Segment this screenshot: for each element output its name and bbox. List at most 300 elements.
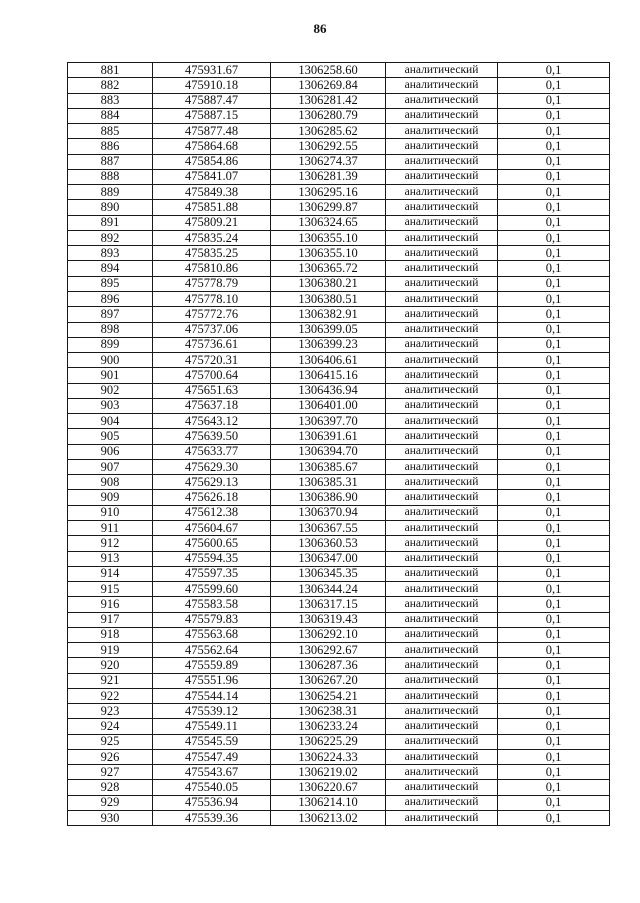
x-coordinate-cell: 475599.60 [153,582,271,597]
point-number-cell: 914 [68,566,153,581]
accuracy-cell: 0,1 [498,276,610,291]
table-row [68,169,610,184]
table-row [68,582,610,597]
method-cell: аналитический [386,124,498,139]
y-coordinate-cell: 1306365.72 [271,261,386,276]
accuracy-cell: 0,1 [498,383,610,398]
method-cell: аналитический [386,215,498,230]
point-number-cell: 928 [68,780,153,795]
accuracy-cell: 0,1 [498,230,610,245]
y-coordinate-cell: 1306219.02 [271,765,386,780]
x-coordinate-cell: 475545.59 [153,734,271,749]
y-coordinate-cell: 1306385.31 [271,475,386,490]
y-coordinate-cell: 1306345.35 [271,566,386,581]
table-row [68,704,610,719]
table-row [68,368,610,383]
y-coordinate-cell: 1306214.10 [271,795,386,810]
table-row [68,811,610,826]
point-number-cell: 891 [68,215,153,230]
x-coordinate-cell: 475778.10 [153,291,271,306]
accuracy-cell: 0,1 [498,139,610,154]
x-coordinate-cell: 475594.35 [153,551,271,566]
point-number-cell: 910 [68,505,153,520]
accuracy-cell: 0,1 [498,520,610,535]
point-number-cell: 899 [68,337,153,352]
point-number-cell: 898 [68,322,153,337]
method-cell: аналитический [386,627,498,642]
accuracy-cell: 0,1 [498,459,610,474]
accuracy-cell: 0,1 [498,551,610,566]
method-cell: аналитический [386,246,498,261]
method-cell: аналитический [386,490,498,505]
x-coordinate-cell: 475540.05 [153,780,271,795]
accuracy-cell: 0,1 [498,154,610,169]
table-row [68,383,610,398]
table-row [68,765,610,780]
point-number-cell: 886 [68,139,153,154]
y-coordinate-cell: 1306213.02 [271,811,386,826]
accuracy-cell: 0,1 [498,704,610,719]
y-coordinate-cell: 1306397.70 [271,414,386,429]
y-coordinate-cell: 1306233.24 [271,719,386,734]
method-cell: аналитический [386,200,498,215]
x-coordinate-cell: 475877.48 [153,124,271,139]
x-coordinate-cell: 475549.11 [153,719,271,734]
method-cell: аналитический [386,169,498,184]
point-number-cell: 890 [68,200,153,215]
point-number-cell: 897 [68,307,153,322]
x-coordinate-cell: 475604.67 [153,520,271,535]
accuracy-cell: 0,1 [498,261,610,276]
table-row [68,353,610,368]
point-number-cell: 902 [68,383,153,398]
x-coordinate-cell: 475809.21 [153,215,271,230]
table-row [68,749,610,764]
method-cell: аналитический [386,185,498,200]
method-cell: аналитический [386,505,498,520]
x-coordinate-cell: 475841.07 [153,169,271,184]
point-number-cell: 912 [68,536,153,551]
y-coordinate-cell: 1306224.33 [271,749,386,764]
y-coordinate-cell: 1306370.94 [271,505,386,520]
x-coordinate-cell: 475626.18 [153,490,271,505]
point-number-cell: 903 [68,398,153,413]
method-cell: аналитический [386,688,498,703]
y-coordinate-cell: 1306225.29 [271,734,386,749]
point-number-cell: 896 [68,291,153,306]
accuracy-cell: 0,1 [498,169,610,184]
y-coordinate-cell: 1306299.87 [271,200,386,215]
x-coordinate-cell: 475835.25 [153,246,271,261]
accuracy-cell: 0,1 [498,582,610,597]
point-number-cell: 929 [68,795,153,810]
method-cell: аналитический [386,337,498,352]
x-coordinate-cell: 475583.58 [153,597,271,612]
method-cell: аналитический [386,383,498,398]
table-row [68,459,610,474]
table-row [68,795,610,810]
point-number-cell: 919 [68,643,153,658]
accuracy-cell: 0,1 [498,368,610,383]
method-cell: аналитический [386,93,498,108]
accuracy-cell: 0,1 [498,353,610,368]
method-cell: аналитический [386,444,498,459]
x-coordinate-cell: 475563.68 [153,627,271,642]
point-number-cell: 893 [68,246,153,261]
x-coordinate-cell: 475629.13 [153,475,271,490]
y-coordinate-cell: 1306436.94 [271,383,386,398]
y-coordinate-cell: 1306380.21 [271,276,386,291]
coordinates-table [67,62,610,826]
y-coordinate-cell: 1306415.16 [271,368,386,383]
y-coordinate-cell: 1306344.24 [271,582,386,597]
point-number-cell: 911 [68,520,153,535]
method-cell: аналитический [386,704,498,719]
y-coordinate-cell: 1306292.55 [271,139,386,154]
accuracy-cell: 0,1 [498,749,610,764]
x-coordinate-cell: 475579.83 [153,612,271,627]
method-cell: аналитический [386,368,498,383]
accuracy-cell: 0,1 [498,627,610,642]
point-number-cell: 888 [68,169,153,184]
x-coordinate-cell: 475629.30 [153,459,271,474]
table-row [68,719,610,734]
y-coordinate-cell: 1306355.10 [271,230,386,245]
table-row [68,475,610,490]
accuracy-cell: 0,1 [498,719,610,734]
x-coordinate-cell: 475543.67 [153,765,271,780]
table-row [68,444,610,459]
x-coordinate-cell: 475637.18 [153,398,271,413]
accuracy-cell: 0,1 [498,322,610,337]
table-row [68,261,610,276]
point-number-cell: 906 [68,444,153,459]
accuracy-cell: 0,1 [498,795,610,810]
accuracy-cell: 0,1 [498,658,610,673]
method-cell: аналитический [386,63,498,78]
coordinates-table-body [68,63,610,826]
table-row [68,505,610,520]
accuracy-cell: 0,1 [498,93,610,108]
point-number-cell: 908 [68,475,153,490]
table-row [68,734,610,749]
point-number-cell: 924 [68,719,153,734]
table-row [68,643,610,658]
accuracy-cell: 0,1 [498,215,610,230]
point-number-cell: 881 [68,63,153,78]
x-coordinate-cell: 475835.24 [153,230,271,245]
method-cell: аналитический [386,261,498,276]
y-coordinate-cell: 1306292.10 [271,627,386,642]
point-number-cell: 892 [68,230,153,245]
x-coordinate-cell: 475851.88 [153,200,271,215]
method-cell: аналитический [386,414,498,429]
x-coordinate-cell: 475651.63 [153,383,271,398]
point-number-cell: 885 [68,124,153,139]
point-number-cell: 905 [68,429,153,444]
table-row [68,398,610,413]
y-coordinate-cell: 1306347.00 [271,551,386,566]
point-number-cell: 901 [68,368,153,383]
y-coordinate-cell: 1306324.65 [271,215,386,230]
point-number-cell: 887 [68,154,153,169]
point-number-cell: 889 [68,185,153,200]
method-cell: аналитический [386,749,498,764]
x-coordinate-cell: 475720.31 [153,353,271,368]
x-coordinate-cell: 475772.76 [153,307,271,322]
table-row [68,658,610,673]
table-row [68,154,610,169]
table-row [68,291,610,306]
method-cell: аналитический [386,429,498,444]
x-coordinate-cell: 475849.38 [153,185,271,200]
point-number-cell: 921 [68,673,153,688]
method-cell: аналитический [386,780,498,795]
accuracy-cell: 0,1 [498,185,610,200]
point-number-cell: 904 [68,414,153,429]
table-row [68,551,610,566]
point-number-cell: 920 [68,658,153,673]
table-row [68,93,610,108]
y-coordinate-cell: 1306281.42 [271,93,386,108]
method-cell: аналитический [386,291,498,306]
accuracy-cell: 0,1 [498,200,610,215]
x-coordinate-cell: 475539.36 [153,811,271,826]
x-coordinate-cell: 475736.61 [153,337,271,352]
point-number-cell: 918 [68,627,153,642]
method-cell: аналитический [386,307,498,322]
x-coordinate-cell: 475597.35 [153,566,271,581]
table-row [68,627,610,642]
accuracy-cell: 0,1 [498,811,610,826]
table-row [68,200,610,215]
accuracy-cell: 0,1 [498,475,610,490]
table-row [68,490,610,505]
y-coordinate-cell: 1306399.23 [271,337,386,352]
x-coordinate-cell: 475536.94 [153,795,271,810]
y-coordinate-cell: 1306238.31 [271,704,386,719]
y-coordinate-cell: 1306401.00 [271,398,386,413]
y-coordinate-cell: 1306287.36 [271,658,386,673]
page-number: 86 [313,21,327,36]
method-cell: аналитический [386,658,498,673]
accuracy-cell: 0,1 [498,398,610,413]
table-row [68,673,610,688]
point-number-cell: 894 [68,261,153,276]
y-coordinate-cell: 1306406.61 [271,353,386,368]
x-coordinate-cell: 475887.47 [153,93,271,108]
point-number-cell: 923 [68,704,153,719]
accuracy-cell: 0,1 [498,63,610,78]
y-coordinate-cell: 1306391.61 [271,429,386,444]
point-number-cell: 882 [68,78,153,93]
method-cell: аналитический [386,536,498,551]
method-cell: аналитический [386,108,498,123]
accuracy-cell: 0,1 [498,414,610,429]
x-coordinate-cell: 475639.50 [153,429,271,444]
y-coordinate-cell: 1306274.37 [271,154,386,169]
y-coordinate-cell: 1306285.62 [271,124,386,139]
point-number-cell: 883 [68,93,153,108]
y-coordinate-cell: 1306380.51 [271,291,386,306]
table-row [68,414,610,429]
point-number-cell: 916 [68,597,153,612]
x-coordinate-cell: 475778.79 [153,276,271,291]
point-number-cell: 913 [68,551,153,566]
table-row [68,246,610,261]
table-row [68,78,610,93]
y-coordinate-cell: 1306281.39 [271,169,386,184]
table-row [68,307,610,322]
y-coordinate-cell: 1306220.67 [271,780,386,795]
x-coordinate-cell: 475562.64 [153,643,271,658]
method-cell: аналитический [386,154,498,169]
accuracy-cell: 0,1 [498,307,610,322]
method-cell: аналитический [386,398,498,413]
y-coordinate-cell: 1306317.15 [271,597,386,612]
method-cell: аналитический [386,551,498,566]
method-cell: аналитический [386,520,498,535]
y-coordinate-cell: 1306258.60 [271,63,386,78]
method-cell: аналитический [386,795,498,810]
y-coordinate-cell: 1306269.84 [271,78,386,93]
method-cell: аналитический [386,612,498,627]
table-row [68,520,610,535]
accuracy-cell: 0,1 [498,124,610,139]
y-coordinate-cell: 1306280.79 [271,108,386,123]
x-coordinate-cell: 475887.15 [153,108,271,123]
accuracy-cell: 0,1 [498,734,610,749]
accuracy-cell: 0,1 [498,78,610,93]
method-cell: аналитический [386,643,498,658]
method-cell: аналитический [386,322,498,337]
table-row [68,124,610,139]
x-coordinate-cell: 475910.18 [153,78,271,93]
method-cell: аналитический [386,673,498,688]
accuracy-cell: 0,1 [498,780,610,795]
y-coordinate-cell: 1306367.55 [271,520,386,535]
table-row [68,536,610,551]
method-cell: аналитический [386,811,498,826]
table-row [68,566,610,581]
point-number-cell: 926 [68,749,153,764]
table-row [68,215,610,230]
accuracy-cell: 0,1 [498,505,610,520]
point-number-cell: 917 [68,612,153,627]
point-number-cell: 925 [68,734,153,749]
table-row [68,63,610,78]
y-coordinate-cell: 1306254.21 [271,688,386,703]
table-row [68,108,610,123]
method-cell: аналитический [386,230,498,245]
method-cell: аналитический [386,597,498,612]
accuracy-cell: 0,1 [498,597,610,612]
point-number-cell: 909 [68,490,153,505]
accuracy-cell: 0,1 [498,765,610,780]
accuracy-cell: 0,1 [498,291,610,306]
x-coordinate-cell: 475544.14 [153,688,271,703]
y-coordinate-cell: 1306385.67 [271,459,386,474]
table-row [68,597,610,612]
accuracy-cell: 0,1 [498,444,610,459]
table-row [68,185,610,200]
x-coordinate-cell: 475600.65 [153,536,271,551]
table-row [68,230,610,245]
accuracy-cell: 0,1 [498,490,610,505]
table-row [68,337,610,352]
table-row [68,139,610,154]
method-cell: аналитический [386,765,498,780]
accuracy-cell: 0,1 [498,429,610,444]
accuracy-cell: 0,1 [498,108,610,123]
method-cell: аналитический [386,719,498,734]
accuracy-cell: 0,1 [498,688,610,703]
point-number-cell: 930 [68,811,153,826]
x-coordinate-cell: 475737.06 [153,322,271,337]
accuracy-cell: 0,1 [498,536,610,551]
method-cell: аналитический [386,139,498,154]
accuracy-cell: 0,1 [498,337,610,352]
x-coordinate-cell: 475931.67 [153,63,271,78]
method-cell: аналитический [386,78,498,93]
method-cell: аналитический [386,582,498,597]
y-coordinate-cell: 1306319.43 [271,612,386,627]
y-coordinate-cell: 1306386.90 [271,490,386,505]
method-cell: аналитический [386,459,498,474]
method-cell: аналитический [386,734,498,749]
point-number-cell: 915 [68,582,153,597]
accuracy-cell: 0,1 [498,673,610,688]
x-coordinate-cell: 475539.12 [153,704,271,719]
point-number-cell: 900 [68,353,153,368]
x-coordinate-cell: 475864.68 [153,139,271,154]
table-row [68,612,610,627]
x-coordinate-cell: 475810.86 [153,261,271,276]
y-coordinate-cell: 1306295.16 [271,185,386,200]
x-coordinate-cell: 475643.12 [153,414,271,429]
y-coordinate-cell: 1306292.67 [271,643,386,658]
x-coordinate-cell: 475559.89 [153,658,271,673]
table-row [68,276,610,291]
y-coordinate-cell: 1306382.91 [271,307,386,322]
point-number-cell: 922 [68,688,153,703]
y-coordinate-cell: 1306267.20 [271,673,386,688]
method-cell: аналитический [386,475,498,490]
x-coordinate-cell: 475700.64 [153,368,271,383]
accuracy-cell: 0,1 [498,566,610,581]
table-row [68,429,610,444]
method-cell: аналитический [386,566,498,581]
point-number-cell: 884 [68,108,153,123]
y-coordinate-cell: 1306394.70 [271,444,386,459]
method-cell: аналитический [386,276,498,291]
y-coordinate-cell: 1306360.53 [271,536,386,551]
x-coordinate-cell: 475854.86 [153,154,271,169]
table-row [68,780,610,795]
x-coordinate-cell: 475633.77 [153,444,271,459]
method-cell: аналитический [386,353,498,368]
x-coordinate-cell: 475547.49 [153,749,271,764]
y-coordinate-cell: 1306399.05 [271,322,386,337]
x-coordinate-cell: 475551.96 [153,673,271,688]
point-number-cell: 907 [68,459,153,474]
table-row [68,688,610,703]
table-row [68,322,610,337]
y-coordinate-cell: 1306355.10 [271,246,386,261]
accuracy-cell: 0,1 [498,246,610,261]
point-number-cell: 927 [68,765,153,780]
point-number-cell: 895 [68,276,153,291]
